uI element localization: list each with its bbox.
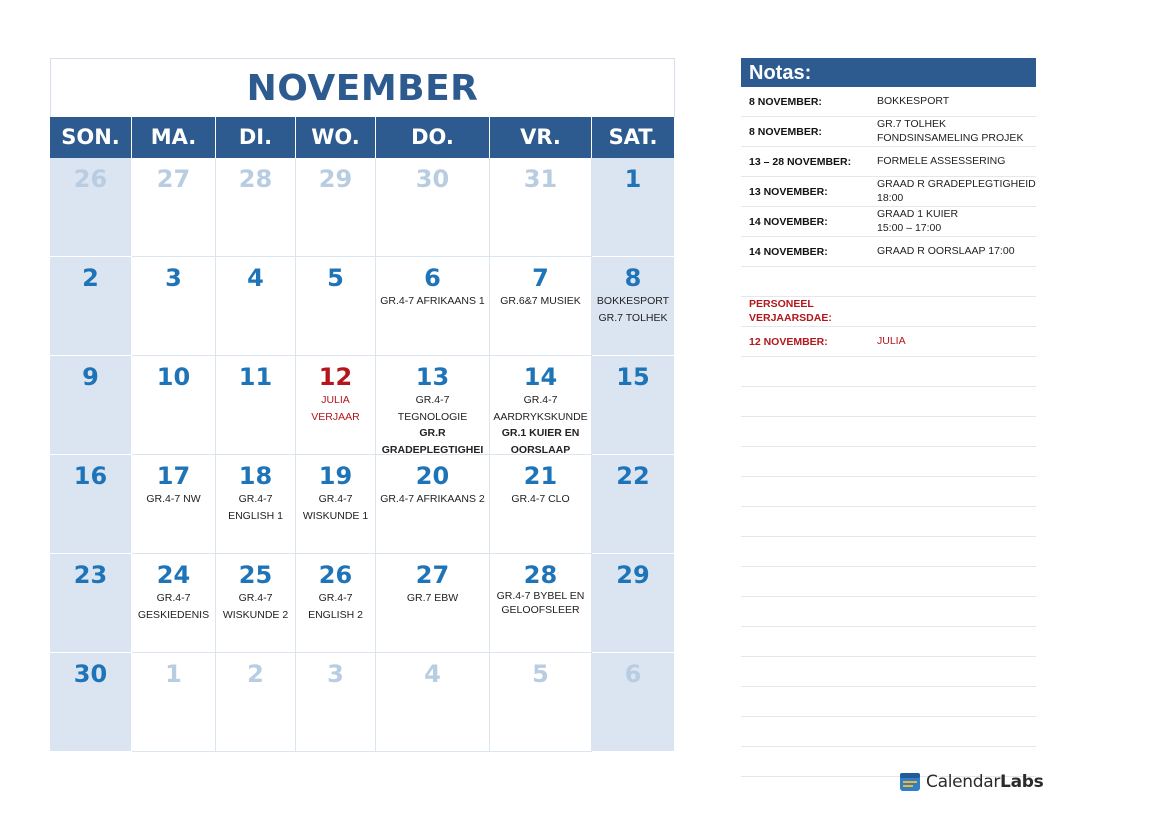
event-text: GR.R (419, 427, 446, 439)
calendarlabs-logo (898, 770, 1043, 794)
day-cell[interactable] (132, 257, 216, 356)
day-cell[interactable] (132, 158, 216, 257)
note-date (749, 597, 874, 626)
event-text: GR.4-7 NW (146, 493, 201, 505)
day-cell[interactable] (296, 257, 376, 356)
day-number: 13 (415, 363, 450, 391)
note-date: PERSONEEL VERJAARSDAE: (749, 298, 832, 324)
event-text: GR.4-7 AFRIKAANS 2 (380, 493, 485, 505)
day-cell[interactable] (296, 554, 376, 653)
weekday-header: SAT. (592, 117, 675, 158)
note-date: 13 NOVEMBER: (749, 185, 828, 198)
day-cell[interactable] (216, 554, 296, 653)
event-text: GR.4-7 (156, 592, 191, 604)
day-number: 22 (616, 462, 650, 490)
day-cell[interactable] (490, 653, 592, 752)
notes-title: Notas: (741, 58, 1036, 87)
note-date: 14 NOVEMBER: (749, 245, 828, 258)
note-row (741, 447, 1036, 477)
day-cell[interactable] (296, 158, 376, 257)
day-cell[interactable] (490, 455, 592, 554)
note-text (877, 507, 1037, 536)
note-text: GRAAD 1 KUIER 15:00 – 17:00 (877, 208, 959, 234)
event-text: TEGNOLOGIE (397, 410, 468, 423)
day-cell[interactable] (132, 554, 216, 653)
notes-panel (741, 58, 1036, 777)
day-cell[interactable] (216, 455, 296, 554)
note-text (877, 267, 1037, 296)
note-date (749, 627, 874, 656)
note-date: 13 – 28 NOVEMBER: (749, 155, 852, 168)
note-text: JULIA (877, 334, 906, 347)
note-row (741, 327, 1036, 357)
event-text: GR.7 EBW (406, 592, 459, 604)
note-row (741, 207, 1036, 237)
note-date (749, 687, 874, 716)
day-number: 18 (238, 462, 273, 490)
note-text: GRAAD R OORSLAAP 17:00 (877, 244, 1015, 257)
event-text: WISKUNDE 2 (222, 608, 289, 621)
day-number: 28 (238, 165, 273, 193)
day-cell[interactable] (216, 158, 296, 257)
note-date (749, 537, 874, 566)
event-text: JULIA (321, 394, 350, 406)
note-row (741, 357, 1036, 387)
note-date (749, 507, 874, 536)
note-row (741, 417, 1036, 447)
day-cell[interactable] (592, 158, 675, 257)
event-text: GR.4-7 CLO (511, 493, 570, 505)
day-number: 26 (318, 561, 353, 589)
event-text: GR.7 TOLHEK (598, 311, 668, 324)
note-date: 8 NOVEMBER: (749, 125, 822, 138)
note-row (741, 627, 1036, 657)
note-date (749, 477, 874, 506)
day-number: 5 (327, 264, 344, 292)
note-date: 14 NOVEMBER: (749, 215, 828, 228)
note-row (741, 177, 1036, 207)
day-cell[interactable] (132, 356, 216, 455)
note-text (877, 417, 1037, 446)
day-cell[interactable] (490, 554, 592, 653)
day-cell[interactable] (376, 257, 490, 356)
note-text: FORMELE ASSESSERING (877, 154, 1006, 167)
day-cell[interactable] (296, 455, 376, 554)
day-number: 1 (624, 165, 642, 193)
note-text (877, 687, 1037, 716)
day-number: 30 (415, 165, 450, 193)
day-number: 3 (327, 660, 344, 688)
event-text: GRADEPLEGTIGHEI (381, 443, 484, 455)
day-number: 1 (165, 660, 182, 688)
day-cell[interactable] (376, 653, 490, 752)
day-cell[interactable] (592, 455, 675, 554)
day-cell[interactable] (50, 653, 132, 752)
note-date (749, 357, 874, 386)
event-text: GR.6&7 MUSIEK (500, 295, 581, 307)
day-cell[interactable] (376, 455, 490, 554)
note-row (741, 477, 1036, 507)
day-number: 31 (523, 165, 558, 193)
weekday-header: VR. (490, 117, 592, 158)
event-text: GR.4-7 BYBEL EN GELOOFSLEER (496, 590, 585, 616)
note-date: 8 NOVEMBER: (749, 95, 822, 108)
day-cell[interactable] (592, 356, 675, 455)
weekday-header: MA. (132, 117, 216, 158)
day-cell[interactable] (592, 554, 675, 653)
day-number: 28 (523, 561, 558, 589)
note-row (741, 537, 1036, 567)
note-row (741, 147, 1036, 177)
day-cell[interactable] (50, 158, 132, 257)
event-text: BOKKESPORT (596, 295, 670, 307)
event-text: GR.4-7 (318, 592, 353, 604)
note-text: BOKKESPORT (877, 94, 950, 107)
note-row (741, 597, 1036, 627)
day-cell[interactable] (490, 257, 592, 356)
event-text: GR.4-7 (523, 394, 558, 406)
day-number: 4 (247, 264, 264, 292)
day-number: 3 (165, 264, 182, 292)
note-date (749, 657, 874, 686)
event-text: ENGLISH 2 (308, 608, 363, 621)
day-number: 8 (624, 264, 642, 292)
note-date (749, 567, 874, 596)
note-row (741, 117, 1036, 147)
event-text: OORSLAAP (510, 443, 571, 455)
day-number: 4 (424, 660, 441, 688)
note-date (749, 747, 874, 776)
note-text (877, 297, 1037, 326)
note-row (741, 507, 1036, 537)
logo-text-labs: Labs (1000, 772, 1044, 792)
note-text (877, 357, 1037, 386)
note-date (749, 447, 874, 476)
day-cell[interactable] (376, 356, 490, 455)
day-number: 27 (415, 561, 450, 589)
day-number: 14 (523, 363, 558, 391)
event-text: GR.4-7 AFRIKAANS 1 (380, 295, 485, 307)
day-cell[interactable] (376, 554, 490, 653)
day-cell[interactable] (50, 554, 132, 653)
day-cell[interactable] (50, 257, 132, 356)
note-text: GR.7 TOLHEK FONDSINSAMELING PROJEK (877, 118, 1024, 144)
note-text (877, 717, 1037, 746)
note-date (749, 717, 874, 746)
note-row (741, 237, 1036, 267)
day-number: 5 (532, 660, 549, 688)
event-text: GR.4-7 (415, 394, 450, 406)
day-cell[interactable] (592, 257, 675, 356)
day-number: 10 (156, 363, 191, 391)
day-number: 20 (415, 462, 450, 490)
day-number: 25 (238, 561, 273, 589)
day-cell[interactable] (490, 158, 592, 257)
day-number: 15 (616, 363, 650, 391)
day-number: 26 (73, 165, 108, 193)
day-number: 24 (156, 561, 191, 589)
note-text (877, 657, 1037, 686)
day-number: 27 (156, 165, 191, 193)
note-text: GRAAD R GRADEPLEGTIGHEID 18:00 (877, 178, 1036, 204)
note-row (741, 387, 1036, 417)
notes-list (741, 87, 1036, 777)
day-cell[interactable] (296, 356, 376, 455)
note-text (877, 477, 1037, 506)
day-number: 2 (82, 264, 99, 292)
day-cell[interactable] (216, 257, 296, 356)
day-cell[interactable] (132, 455, 216, 554)
note-text (877, 537, 1037, 566)
day-number: 29 (616, 561, 650, 589)
month-title: NOVEMBER (50, 58, 675, 117)
weekday-header: SON. (50, 117, 132, 158)
day-cell[interactable] (376, 158, 490, 257)
day-cell[interactable] (216, 653, 296, 752)
note-text (877, 597, 1037, 626)
day-cell[interactable] (296, 653, 376, 752)
note-date (749, 267, 874, 296)
day-cell[interactable] (592, 653, 675, 752)
day-number: 17 (156, 462, 191, 490)
day-number: 12 (318, 363, 353, 391)
note-row (741, 267, 1036, 297)
note-text (877, 567, 1037, 596)
calendar-logo-icon (898, 771, 922, 793)
day-number: 29 (318, 165, 353, 193)
day-number: 6 (424, 264, 441, 292)
note-row (741, 687, 1036, 717)
event-text: GR.4-7 (238, 493, 273, 505)
day-cell[interactable] (50, 455, 132, 554)
calendar (50, 58, 675, 753)
event-text: GR.1 KUIER EN (501, 427, 580, 439)
event-text: ENGLISH 1 (228, 509, 283, 522)
note-row (741, 567, 1036, 597)
event-text: GR.4-7 (318, 493, 353, 505)
day-cell[interactable] (50, 356, 132, 455)
day-number: 23 (73, 561, 108, 589)
note-row (741, 657, 1036, 687)
day-cell[interactable] (216, 356, 296, 455)
note-date: 12 NOVEMBER: (749, 335, 828, 348)
day-cell[interactable] (132, 653, 216, 752)
day-number: 9 (82, 363, 99, 391)
note-text (877, 447, 1037, 476)
day-number: 16 (73, 462, 108, 490)
weekday-header: DI. (216, 117, 296, 158)
event-text: AARDRYKSKUNDE (493, 410, 588, 423)
event-text: GR.4-7 (238, 592, 273, 604)
day-number: 7 (532, 264, 549, 292)
day-number: 21 (523, 462, 558, 490)
note-row (741, 717, 1036, 747)
day-number: 19 (318, 462, 353, 490)
day-number: 6 (624, 660, 642, 688)
weekday-header: WO. (296, 117, 376, 158)
note-row (741, 297, 1036, 327)
event-text: GESKIEDENIS (137, 608, 210, 621)
day-number: 11 (238, 363, 273, 391)
note-date (749, 387, 874, 416)
day-cell[interactable] (490, 356, 592, 455)
note-text (877, 627, 1037, 656)
note-text (877, 387, 1037, 416)
weekday-header: DO. (376, 117, 490, 158)
calendar-grid (50, 117, 675, 753)
event-text: WISKUNDE 1 (302, 509, 369, 522)
note-row (741, 87, 1036, 117)
event-text: VERJAAR (311, 410, 360, 423)
day-number: 30 (73, 660, 108, 688)
logo-text-calendar: Calendar (926, 772, 1001, 792)
note-date (749, 417, 874, 446)
day-number: 2 (247, 660, 264, 688)
